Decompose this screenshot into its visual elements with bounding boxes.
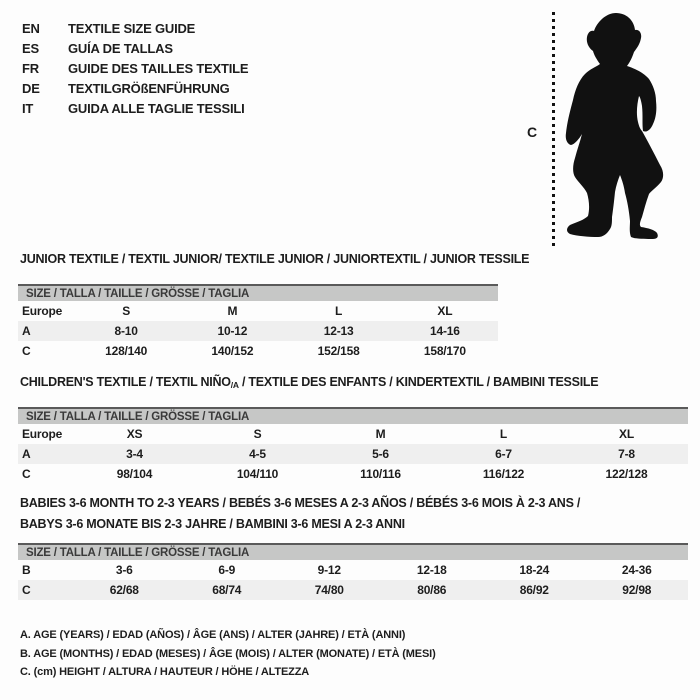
table-cell: XS xyxy=(126,427,143,441)
toddler-silhouette xyxy=(563,10,665,242)
language-title: GUÍA DE TALLAS xyxy=(68,40,173,56)
row-label: B xyxy=(22,563,31,577)
table-cell: XL xyxy=(619,427,634,441)
height-measure-dashed-line xyxy=(552,12,555,246)
table-cell: 68/74 xyxy=(212,583,242,597)
table-cell: 3-6 xyxy=(115,563,133,577)
table-cell: 122/128 xyxy=(605,467,648,481)
babies-section-title-line2: BABYS 3-6 MONATE BIS 2-3 JAHRE / BAMBINI 3-6 MESI A 2-3 ANNI xyxy=(20,517,405,531)
babies-size-table xyxy=(18,543,688,600)
table-row xyxy=(18,464,688,484)
table-row xyxy=(18,560,688,580)
babies-section-title xyxy=(20,494,688,515)
row-label: C xyxy=(22,344,31,358)
table-cell: 4-5 xyxy=(249,447,266,461)
table-cell: 7-8 xyxy=(618,447,635,461)
junior-section-title xyxy=(20,252,529,269)
language-title: GUIDA ALLE TAGLIE TESSILI xyxy=(68,100,245,116)
row-label: A xyxy=(22,324,31,338)
table-cell: 6-7 xyxy=(495,447,512,461)
language-row xyxy=(22,78,248,98)
row-label: C xyxy=(22,467,31,481)
table-cell: 12-18 xyxy=(416,563,447,577)
language-title: TEXTILGRÖßENFÜHRUNG xyxy=(68,80,230,96)
language-row xyxy=(22,38,248,58)
table-row xyxy=(18,301,498,321)
table-row xyxy=(18,580,688,600)
language-row xyxy=(22,18,248,38)
table-header-band: SIZE / TALLA / TAILLE / GRÖSSE / TAGLIA xyxy=(18,407,688,424)
table-cell: 152/158 xyxy=(317,344,360,358)
language-code: IT xyxy=(22,100,34,116)
table-cell: 10-12 xyxy=(217,324,248,338)
table-cell: 3-4 xyxy=(126,447,143,461)
table-cell: S xyxy=(253,427,262,441)
table-cell: 62/68 xyxy=(109,583,139,597)
table-cell: 9-12 xyxy=(317,563,341,577)
table-cell: 6-9 xyxy=(218,563,236,577)
table-row xyxy=(18,444,688,464)
row-label: Europe xyxy=(22,427,63,441)
section-title-text: JUNIOR TEXTILE / TEXTIL JUNIOR/ TEXTILE JUNIOR / JUNIORTEXTIL / JUNIOR TESSILE xyxy=(20,252,530,266)
note-a: A. AGE (YEARS) / EDAD (AÑOS) / ÂGE (ANS) / ALTER (JAHRE) / ETÀ (ANNI) xyxy=(20,629,406,641)
table-cell: 14-16 xyxy=(430,324,460,338)
language-code: EN xyxy=(22,20,40,36)
table-cell: 158/170 xyxy=(423,344,466,358)
table-header-band: SIZE / TALLA / TAILLE / GRÖSSE / TAGLIA xyxy=(18,284,498,301)
junior-size-table xyxy=(18,284,498,361)
row-label: Europe xyxy=(22,304,63,318)
language-code: FR xyxy=(22,60,39,76)
note-c: C. (cm) HEIGHT / ALTURA / HAUTEUR / HÖHE / ALTEZZA xyxy=(20,666,310,678)
table-cell: 128/140 xyxy=(105,344,148,358)
table-row xyxy=(18,424,688,444)
table-cell: 116/122 xyxy=(482,467,525,481)
language-list xyxy=(22,18,248,118)
language-title: TEXTILE SIZE GUIDE xyxy=(68,20,196,36)
table-cell: M xyxy=(227,304,238,318)
table-header-band: SIZE / TALLA / TAILLE / GRÖSSE / TAGLIA xyxy=(18,543,688,560)
measure-label-c: C xyxy=(527,124,538,140)
table-cell: 86/92 xyxy=(519,583,549,597)
children-section-title xyxy=(20,375,688,392)
language-title: GUIDE DES TAILLES TEXTILE xyxy=(68,60,249,76)
table-cell: M xyxy=(375,427,386,441)
table-cell: 104/110 xyxy=(236,467,279,481)
table-cell: 92/98 xyxy=(622,583,652,597)
table-cell: 110/116 xyxy=(360,467,401,481)
table-row xyxy=(18,341,498,361)
legend-notes xyxy=(20,626,436,682)
table-cell: 5-6 xyxy=(372,447,389,461)
table-cell: L xyxy=(499,427,508,441)
language-row xyxy=(22,98,248,118)
section-title-text: BABIES 3-6 MONTH TO 2-3 YEARS / BEBÉS 3-6 MESES A 2-3 AÑOS / BÉBÉS 3-6 MOIS À 2-3 ANS / xyxy=(20,496,581,510)
table-cell: 12-13 xyxy=(323,324,354,338)
note-b: B. AGE (MONTHS) / EDAD (MESES) / ÂGE (MOIS) / ALTER (MONATE) / ETÀ (MESI) xyxy=(20,647,436,660)
row-label: C xyxy=(22,583,31,597)
table-cell: L xyxy=(335,304,343,318)
table-cell: 8-10 xyxy=(114,324,138,338)
table-cell: 18-24 xyxy=(519,563,550,577)
table-cell: 140/152 xyxy=(211,344,254,358)
babies-section xyxy=(18,494,688,600)
table-cell: XL xyxy=(437,304,453,318)
table-cell: 98/104 xyxy=(116,467,153,481)
section-title-text: / TEXTILE DES ENFANTS / KINDERTEXTIL / BAMBINI TESSILE xyxy=(238,375,599,389)
section-title-subscript: /A xyxy=(230,380,239,390)
children-section xyxy=(18,375,688,484)
table-row xyxy=(18,321,498,341)
table-cell: S xyxy=(122,304,131,318)
language-row xyxy=(22,58,248,78)
row-label: A xyxy=(22,447,31,461)
table-cell: 74/80 xyxy=(314,583,344,597)
language-code: DE xyxy=(22,80,40,96)
children-size-table xyxy=(18,407,688,484)
table-cell: 80/86 xyxy=(417,583,447,597)
language-code: ES xyxy=(22,40,39,56)
table-cell: 24-36 xyxy=(621,563,652,577)
section-title-text: CHILDREN'S TEXTILE / TEXTIL NIÑO xyxy=(20,375,231,389)
junior-section xyxy=(18,252,529,361)
